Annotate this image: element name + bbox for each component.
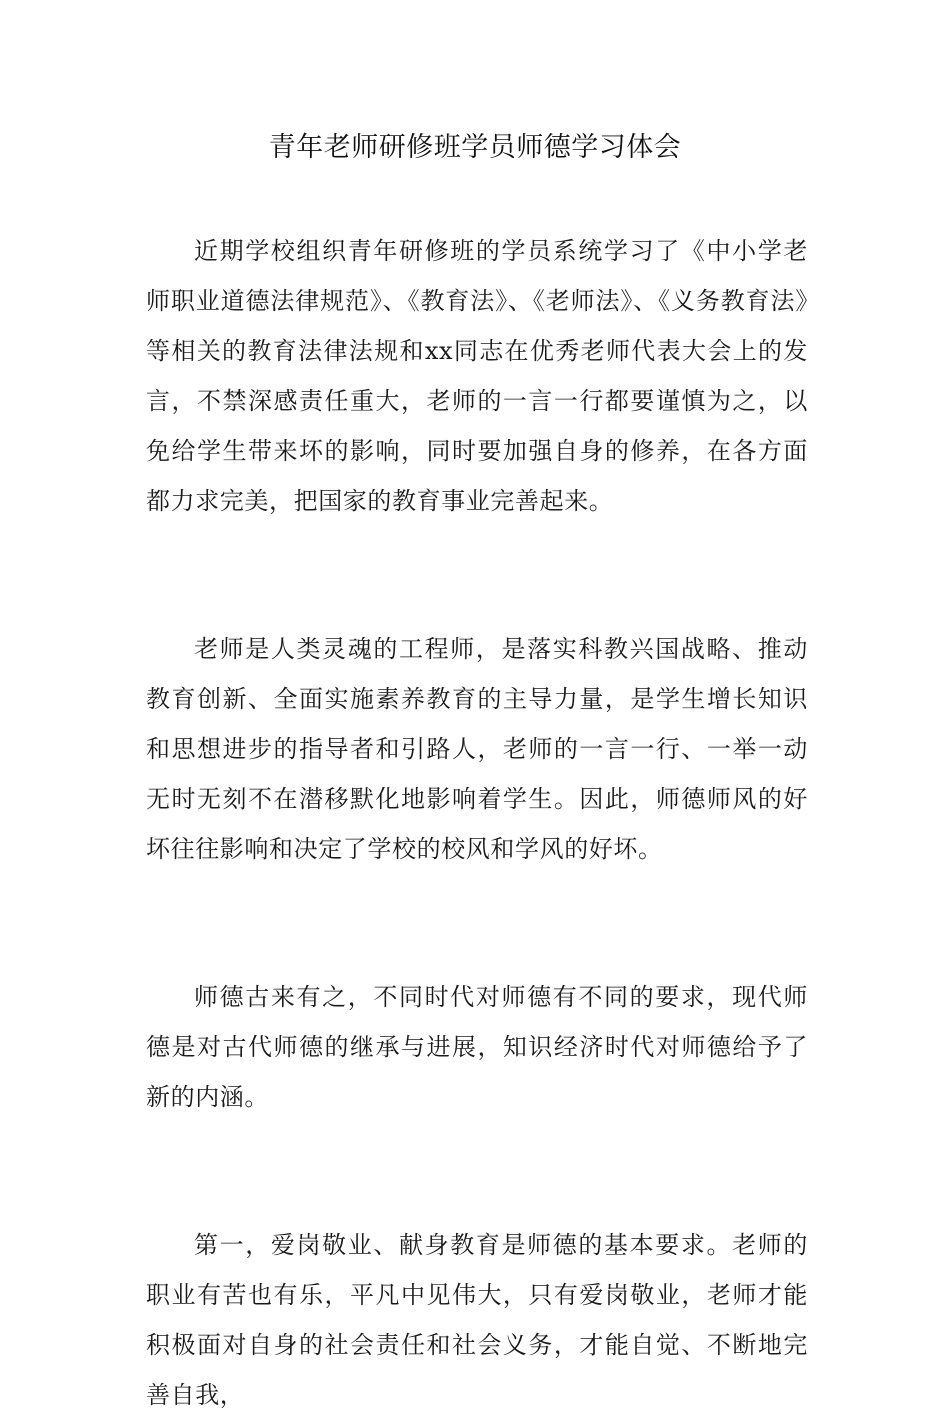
document-body <box>146 226 808 1420</box>
paragraph-2: 老师是人类灵魂的工程师，是落实科教兴国战略、推动教育创新、全面实施素养教育的主导力量，是学生增长知识和思想进步的指导者和引路人，老师的一言一行、一举一动无时无刻不在潜移默化地影响着学生。因此，师德师风的好坏往往影响和决定了学校的校风和学风的好坏。 <box>146 635 808 863</box>
paragraph-3: 师德古来有之，不同时代对师德有不同的要求，现代师德是对古代师德的继承与进展，知识经济时代对师德给予了新的内涵。 <box>146 983 808 1111</box>
paragraph-1: 近期学校组织青年研修班的学员系统学习了《中小学老师职业道德法律规范》、《教育法》、《老师法》、《义务教育法》等相关的教育法律法规和xx同志在优秀老师代表大会上的发言，不禁深感责任重大，老师的一言一行都要谨慎为之，以免给学生带来坏的影响，同时要加强自身的修养，在各方面都力求完美，把国家的教育事业完善起来。 <box>146 237 808 515</box>
document-title: 青年老师研修班学员师德学习体会 <box>268 132 682 163</box>
paragraph-4: 第一，爱岗敬业、献身教育是师德的基本要求。老师的职业有苦也有乐，平凡中见伟大，只有爱岗敬业，老师才能积极面对自身的社会责任和社会义务，才能自觉、不断地完善自我， <box>146 1231 808 1409</box>
